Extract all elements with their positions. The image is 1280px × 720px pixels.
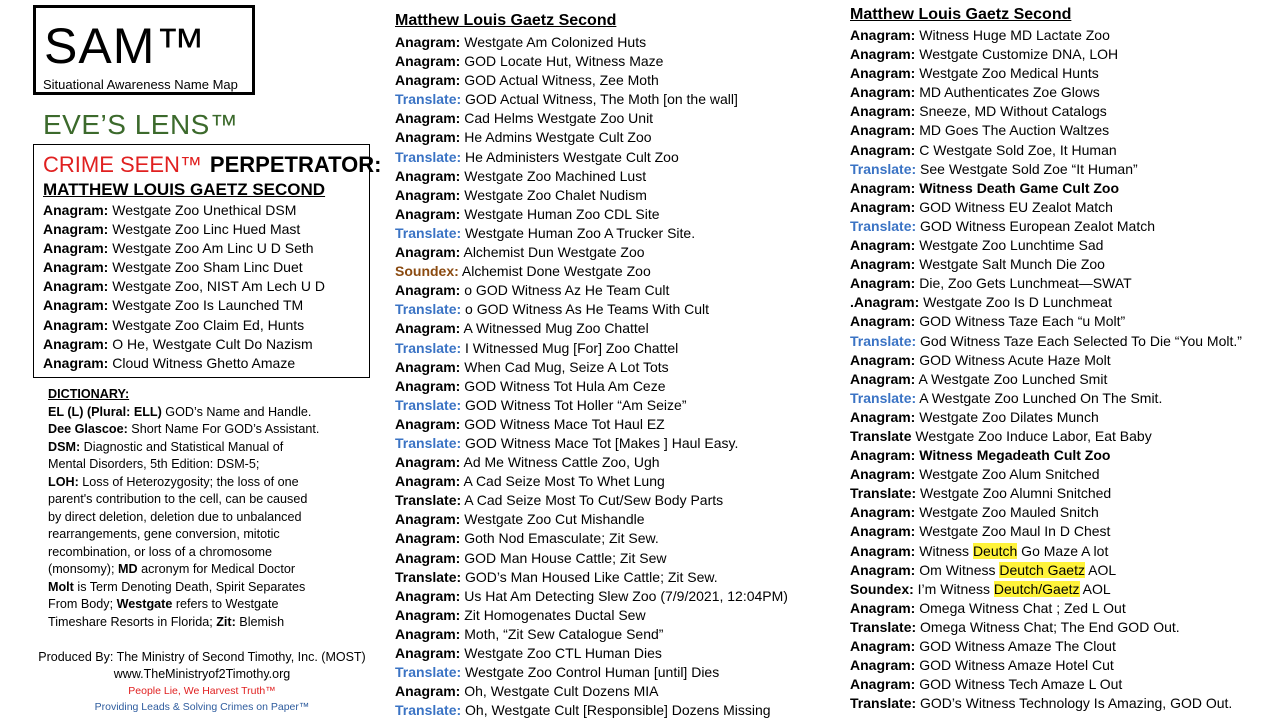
crime-seen-label: CRIME SEEN™ xyxy=(43,152,202,177)
entry-text: o GOD Witness Az He Team Cult xyxy=(464,282,670,299)
entry-text: A Witnessed Mug Zoo Chattel xyxy=(463,320,649,337)
entry-label: Translate: xyxy=(395,568,462,585)
dictionary-heading: DICTIONARY: xyxy=(48,387,130,401)
entry-text: Witness Megadeath Cult Zoo xyxy=(919,447,1111,464)
website-url: www.TheMinistryof2Timothy.org xyxy=(113,667,291,681)
dictionary-entry: From Body; Westgate refers to Westgate xyxy=(48,597,279,611)
list-item xyxy=(850,618,1242,637)
list-item xyxy=(850,370,1242,389)
list-item xyxy=(395,90,788,109)
entry-text: Westgate Zoo Alum Snitched xyxy=(919,466,1100,483)
list-item: Anagram: Westgate Zoo Linc Hued Mast xyxy=(43,221,301,238)
entry-text: A Cad Seize Most To Cut/Sew Body Parts xyxy=(464,492,724,509)
entry-text: Westgate Zoo Induce Labor, Eat Baby xyxy=(915,427,1152,444)
list-item xyxy=(395,587,788,606)
entry-label: Anagram: xyxy=(395,282,461,299)
footer xyxy=(22,648,382,715)
entry-text: Witness Huge MD Lactate Zoo xyxy=(919,27,1110,43)
entry-text: Westgate Zoo Maul In D Chest xyxy=(919,523,1111,540)
entry-text: GOD’s Witness Technology Is Amazing, GOD Out. xyxy=(920,695,1233,712)
list-item xyxy=(850,351,1242,370)
list-item xyxy=(850,312,1242,331)
perpetrator-label: PERPETRATOR: xyxy=(209,152,382,177)
crime-anagram-list xyxy=(43,201,325,373)
entry-text: Sneeze, MD Without Catalogs xyxy=(919,103,1107,120)
list-item xyxy=(850,694,1242,713)
entry-label: Translate: xyxy=(395,224,462,241)
entry-label: Anagram: xyxy=(395,473,461,490)
entry-label: Anagram: xyxy=(395,53,461,70)
entry-label: Anagram: xyxy=(850,657,916,674)
list-item: Anagram: Cloud Witness Ghetto Amaze xyxy=(43,354,296,371)
entry-label: Translate: xyxy=(850,618,917,635)
entry-label: Anagram: xyxy=(850,27,916,43)
entry-label: Anagram: xyxy=(395,129,461,146)
list-item xyxy=(850,179,1242,198)
entry-label: Anagram: xyxy=(850,561,916,578)
entry-text: Oh, Westgate Cult [Responsible] Dozens Missing xyxy=(465,702,771,719)
entry-label: Anagram: xyxy=(850,370,916,387)
list-item xyxy=(395,682,788,701)
entry-text: Ad Me Witness Cattle Zoo, Ugh xyxy=(463,454,660,471)
perpetrator-name: MATTHEW LOUIS GAETZ SECOND xyxy=(43,180,326,199)
entry-text: Westgate Human Zoo CDL Site xyxy=(464,205,660,222)
list-item xyxy=(395,52,788,71)
entry-text: GOD Witness Mace Tot [Makes ] Haul Easy. xyxy=(465,434,739,451)
entry-text: He Admins Westgate Cult Zoo xyxy=(464,129,652,146)
dictionary-entry: recombination, or loss of a chromosome xyxy=(48,544,272,559)
list-item xyxy=(850,503,1242,522)
entry-label: Anagram: xyxy=(850,237,916,254)
entry-label: Anagram: xyxy=(395,587,461,604)
entry-label: Anagram: xyxy=(850,46,916,63)
entry-text: Westgate Customize DNA, LOH xyxy=(919,46,1119,63)
dictionary-entry: Dee Glascoe: Short Name For GOD’s Assistant. xyxy=(48,422,320,436)
dictionary xyxy=(48,386,348,631)
entry-text: A Westgate Zoo Lunched Smit xyxy=(918,370,1108,387)
list-item xyxy=(395,549,788,568)
entry-text: Westgate Zoo Control Human [until] Dies xyxy=(465,664,720,681)
entry-label: Anagram: xyxy=(850,523,916,540)
list-item xyxy=(850,293,1242,312)
entry-label: Translate: xyxy=(850,217,917,234)
entry-label: Anagram: xyxy=(850,122,916,139)
entry-label: Anagram: xyxy=(395,110,461,127)
entry-text: Alchemist Dun Westgate Zoo xyxy=(463,244,645,261)
list-item xyxy=(850,121,1242,140)
middle-column-title: Matthew Louis Gaetz Second xyxy=(395,12,617,29)
list-item xyxy=(850,446,1242,465)
list-item: Anagram: O He, Westgate Cult Do Nazism xyxy=(43,335,313,352)
list-item: Anagram: Westgate Zoo Am Linc U D Seth xyxy=(43,240,314,257)
entry-label: Translate: xyxy=(395,148,462,165)
entry-text: Omega Witness Chat; The End GOD Out. xyxy=(920,618,1180,635)
entry-text: Westgate Zoo CTL Human Dies xyxy=(464,645,662,661)
dictionary-entry: parent's contribution to the cell, can be caused xyxy=(48,492,308,506)
list-item xyxy=(850,656,1242,675)
entry-label: Anagram: xyxy=(850,599,916,616)
list-item xyxy=(850,45,1242,64)
list-item: Soundex: I’m Witness Deutch/Gaetz AOL xyxy=(850,580,1111,597)
entry-text: Westgate Zoo Mauled Snitch xyxy=(919,504,1099,521)
entry-text: A Cad Seize Most To Whet Lung xyxy=(463,473,665,490)
entry-text: GOD Witness EU Zealot Match xyxy=(919,198,1113,215)
entry-text: See Westgate Sold Zoe “It Human” xyxy=(920,160,1138,177)
entry-text: A Westgate Zoo Lunched On The Smit. xyxy=(919,389,1163,406)
list-item: Anagram: Om Witness Deutch Gaetz AOL xyxy=(850,561,1117,578)
entry-label: Anagram: xyxy=(850,504,916,521)
entry-label: Anagram: xyxy=(395,320,461,337)
dictionary-entry: rearrangements, gene conversion, mitotic xyxy=(48,527,280,541)
entry-label: Anagram: xyxy=(850,65,916,82)
list-item xyxy=(395,339,788,358)
dictionary-entry: Molt is Term Denoting Death, Spirit Separates xyxy=(48,579,306,594)
list-item xyxy=(850,102,1242,121)
entry-text: I Witnessed Mug [For] Zoo Chattel xyxy=(465,339,679,356)
entry-label: Anagram: xyxy=(850,103,916,120)
list-item xyxy=(395,644,788,663)
entry-label: Anagram: xyxy=(850,256,916,273)
entry-label: Anagram: xyxy=(395,72,461,89)
list-item xyxy=(395,625,788,644)
list-item xyxy=(395,510,788,529)
entry-label: Anagram: xyxy=(850,466,916,483)
entry-label: Translate: xyxy=(850,485,917,502)
right-anagram-list xyxy=(850,26,1242,713)
list-item xyxy=(395,434,788,453)
entry-text: Cad Helms Westgate Zoo Unit xyxy=(464,110,654,127)
entry-label: Translate xyxy=(850,427,912,444)
entry-label: Anagram: xyxy=(850,447,916,464)
entry-label: Translate: xyxy=(850,160,917,177)
entry-label: Translate: xyxy=(395,301,462,318)
list-item xyxy=(850,236,1242,255)
entry-text: GOD Witness Tot Hula Am Ceze xyxy=(464,377,666,394)
entry-label: Anagram: xyxy=(850,351,916,368)
entry-text: Witness Death Game Cult Zoo xyxy=(919,179,1120,196)
entry-text: GOD Witness Amaze The Clout xyxy=(919,638,1116,654)
list-item xyxy=(850,255,1242,274)
list-item xyxy=(395,224,788,243)
entry-label: Translate: xyxy=(395,396,462,413)
slogan-blue: Providing Leads & Solving Crimes on Paper™ xyxy=(94,701,310,713)
entry-label: Anagram: xyxy=(395,167,461,184)
entry-text: Westgate Zoo Medical Hunts xyxy=(919,65,1099,82)
list-item xyxy=(395,358,788,377)
entry-text: GOD Locate Hut, Witness Maze xyxy=(464,53,664,70)
entry-text: Westgate Zoo Machined Lust xyxy=(464,167,647,184)
dictionary-entry: EL (L) (Plural: ELL) GOD’s Name and Handle. xyxy=(48,404,312,419)
list-item xyxy=(395,281,788,300)
list-item: Anagram: Westgate Zoo Sham Linc Duet xyxy=(43,259,303,276)
entry-label: Anagram: xyxy=(395,186,461,203)
entry-label: Translate: xyxy=(395,492,462,509)
list-item xyxy=(850,484,1242,503)
list-item xyxy=(850,599,1242,618)
entry-text: GOD Actual Witness, The Moth [on the wall] xyxy=(465,91,738,108)
entry-label: Anagram: xyxy=(395,377,461,394)
entry-label: Anagram: xyxy=(395,549,461,566)
sam-subtitle: Situational Awareness Name Map xyxy=(43,77,238,92)
entry-text: C Westgate Sold Zoe, It Human xyxy=(919,141,1117,158)
entry-label: Translate: xyxy=(850,695,917,712)
list-item xyxy=(850,675,1242,694)
entry-text: GOD Witness Amaze Hotel Cut xyxy=(919,657,1114,674)
entry-label: Anagram: xyxy=(850,638,916,654)
list-item xyxy=(395,33,788,52)
dictionary-entry: by direct deletion, deletion due to unbalanced xyxy=(48,509,302,524)
list-item: Anagram: Westgate Zoo, NIST Am Lech U D xyxy=(43,278,325,295)
list-item: Anagram: Westgate Zoo Unethical DSM xyxy=(43,202,297,218)
dictionary-entry: Mental Disorders, 5th Edition: DSM-5; xyxy=(48,457,260,471)
list-item xyxy=(850,141,1242,160)
entry-label: Translate: xyxy=(395,339,462,356)
list-item xyxy=(850,83,1242,102)
list-item xyxy=(850,26,1242,45)
entry-label: Anagram: xyxy=(395,454,461,471)
list-item xyxy=(395,701,788,720)
list-item xyxy=(850,332,1242,351)
list-item xyxy=(395,300,788,319)
entry-text: Die, Zoo Gets Lunchmeat—SWAT xyxy=(919,275,1132,292)
list-item xyxy=(395,491,788,510)
dictionary-entry: Timeshare Resorts in Florida; Zit: Blemish xyxy=(48,614,285,629)
entry-text: GOD’s Man Housed Like Cattle; Zit Sew. xyxy=(465,568,718,585)
list-item: Anagram: Westgate Zoo Claim Ed, Hunts xyxy=(43,316,305,333)
list-item xyxy=(850,465,1242,484)
list-item xyxy=(850,217,1242,236)
list-item xyxy=(395,319,788,338)
entry-text: Westgate Zoo Dilates Munch xyxy=(919,408,1099,425)
entry-label: Translate: xyxy=(395,664,462,681)
list-item xyxy=(395,109,788,128)
entry-label: Anagram: xyxy=(395,606,461,623)
entry-label: Soundex: xyxy=(395,263,459,280)
entry-label: Soundex: xyxy=(850,580,914,597)
entry-text: GOD Witness Taze Each “u Molt” xyxy=(919,313,1126,330)
list-item xyxy=(395,415,788,434)
entry-text: Westgate Am Colonized Huts xyxy=(464,34,647,50)
list-item xyxy=(850,64,1242,83)
entry-text: He Administers Westgate Cult Zoo xyxy=(465,148,679,165)
list-item xyxy=(395,377,788,396)
highlighted-text: Deutch xyxy=(972,542,1018,559)
entry-label: Anagram: xyxy=(850,84,916,101)
entry-label: Anagram: xyxy=(395,683,461,700)
entry-label: .Anagram: xyxy=(850,294,920,311)
list-item xyxy=(395,262,788,281)
entry-label: Translate: xyxy=(395,434,462,451)
list-item xyxy=(395,568,788,587)
entry-text: GOD Witness Tech Amaze L Out xyxy=(919,676,1123,693)
entry-label: Anagram: xyxy=(395,205,461,222)
list-item xyxy=(395,128,788,147)
entry-text: Westgate Zoo Alumni Snitched xyxy=(920,485,1112,502)
list-item: Anagram: Witness Deutch Go Maze A lot xyxy=(850,542,1109,559)
list-item xyxy=(850,522,1242,541)
entry-label: Anagram: xyxy=(395,511,461,528)
slogan-red: People Lie, We Harvest Truth™ xyxy=(128,685,276,697)
entry-text: GOD Witness Tot Holler “Am Seize” xyxy=(465,396,687,413)
entry-text: Omega Witness Chat ; Zed L Out xyxy=(919,599,1126,616)
list-item xyxy=(850,389,1242,408)
list-item xyxy=(395,243,788,262)
entry-label: Anagram: xyxy=(395,358,461,375)
entry-label: Anagram: xyxy=(850,408,916,425)
entry-label: Anagram: xyxy=(850,676,916,693)
eves-lens-heading: EVE’S LENS™ xyxy=(43,109,239,140)
list-item xyxy=(395,148,788,167)
entry-label: Anagram: xyxy=(395,244,461,261)
entry-label: Anagram: xyxy=(395,530,461,547)
list-item xyxy=(395,396,788,415)
right-column-title: Matthew Louis Gaetz Second xyxy=(850,6,1072,23)
entry-text: Westgate Human Zoo A Trucker Site. xyxy=(465,224,696,241)
entry-text: Us Hat Am Detecting Slew Zoo (7/9/2021, 12:04PM) xyxy=(464,587,788,604)
list-item xyxy=(395,606,788,625)
list-item xyxy=(395,71,788,90)
entry-text: Zit Homogenates Ductal Sew xyxy=(464,606,646,623)
entry-label: Anagram: xyxy=(850,313,916,330)
entry-text: Westgate Zoo Is D Lunchmeat xyxy=(923,294,1112,311)
list-item xyxy=(850,637,1242,656)
dictionary-entry: LOH: Loss of Heterozygosity; the loss of one xyxy=(48,474,299,489)
entry-label: Anagram: xyxy=(850,198,916,215)
crime-seen-heading xyxy=(43,151,381,178)
list-item: Anagram: Westgate Zoo Is Launched TM xyxy=(43,297,304,314)
entry-label: Anagram: xyxy=(850,275,916,292)
entry-text: GOD Witness Mace Tot Haul EZ xyxy=(464,415,665,432)
list-item xyxy=(395,205,788,224)
entry-text: GOD Witness European Zealot Match xyxy=(920,217,1156,234)
entry-label: Anagram: xyxy=(395,415,461,432)
highlighted-text: Deutch/Gaetz xyxy=(993,580,1080,597)
entry-label: Anagram: xyxy=(395,625,461,642)
entry-text: GOD Man House Cattle; Zit Sew xyxy=(464,549,667,566)
entry-text: Westgate Zoo Chalet Nudism xyxy=(464,186,647,203)
dictionary-entry: (monsomy); MD acronym for Medical Doctor xyxy=(48,562,296,576)
list-item xyxy=(850,274,1242,293)
entry-label: Anagram: xyxy=(850,542,916,559)
entry-text: Moth, “Zit Sew Catalogue Send” xyxy=(464,625,664,642)
entry-label: Anagram: xyxy=(395,645,461,661)
entry-text: Oh, Westgate Cult Dozens MIA xyxy=(464,683,659,700)
highlighted-text: Deutch Gaetz xyxy=(999,561,1085,578)
entry-text: Alchemist Done Westgate Zoo xyxy=(461,263,651,280)
entry-text: GOD Witness Acute Haze Molt xyxy=(919,351,1111,368)
list-item xyxy=(850,160,1242,179)
entry-text: MD Goes The Auction Waltzes xyxy=(919,122,1110,139)
entry-label: Translate: xyxy=(395,702,462,719)
list-item xyxy=(850,198,1242,217)
list-item xyxy=(395,472,788,491)
entry-text: Westgate Salt Munch Die Zoo xyxy=(919,256,1105,273)
list-item xyxy=(395,167,788,186)
entry-label: Anagram: xyxy=(850,141,916,158)
entry-label: Anagram: xyxy=(395,34,461,50)
entry-text: When Cad Mug, Seize A Lot Tots xyxy=(464,358,669,375)
entry-label: Translate: xyxy=(850,389,917,406)
list-item xyxy=(850,408,1242,427)
producer-credit: Produced By: The Ministry of Second Timothy, Inc. (MOST) xyxy=(38,650,366,664)
entry-text: Goth Nod Emasculate; Zit Sew. xyxy=(464,530,659,547)
list-item xyxy=(395,453,788,472)
sam-title: SAM™ xyxy=(44,18,207,74)
middle-anagram-list xyxy=(395,33,788,720)
entry-label: Translate: xyxy=(850,332,917,349)
entry-label: Translate: xyxy=(395,91,462,108)
entry-text: MD Authenticates Zoe Glows xyxy=(919,84,1100,101)
list-item xyxy=(850,427,1242,446)
entry-text: o GOD Witness As He Teams With Cult xyxy=(465,301,710,318)
dictionary-entry: DSM: Diagnostic and Statistical Manual of xyxy=(48,439,284,454)
entry-text: Westgate Zoo Cut Mishandle xyxy=(464,511,645,528)
entry-label: Anagram: xyxy=(850,179,916,196)
entry-text: Westgate Zoo Lunchtime Sad xyxy=(919,237,1104,254)
list-item xyxy=(395,186,788,205)
entry-text: God Witness Taze Each Selected To Die “You Molt.” xyxy=(920,332,1242,349)
entry-text: GOD Actual Witness, Zee Moth xyxy=(464,72,659,89)
list-item xyxy=(395,529,788,548)
list-item xyxy=(395,663,788,682)
